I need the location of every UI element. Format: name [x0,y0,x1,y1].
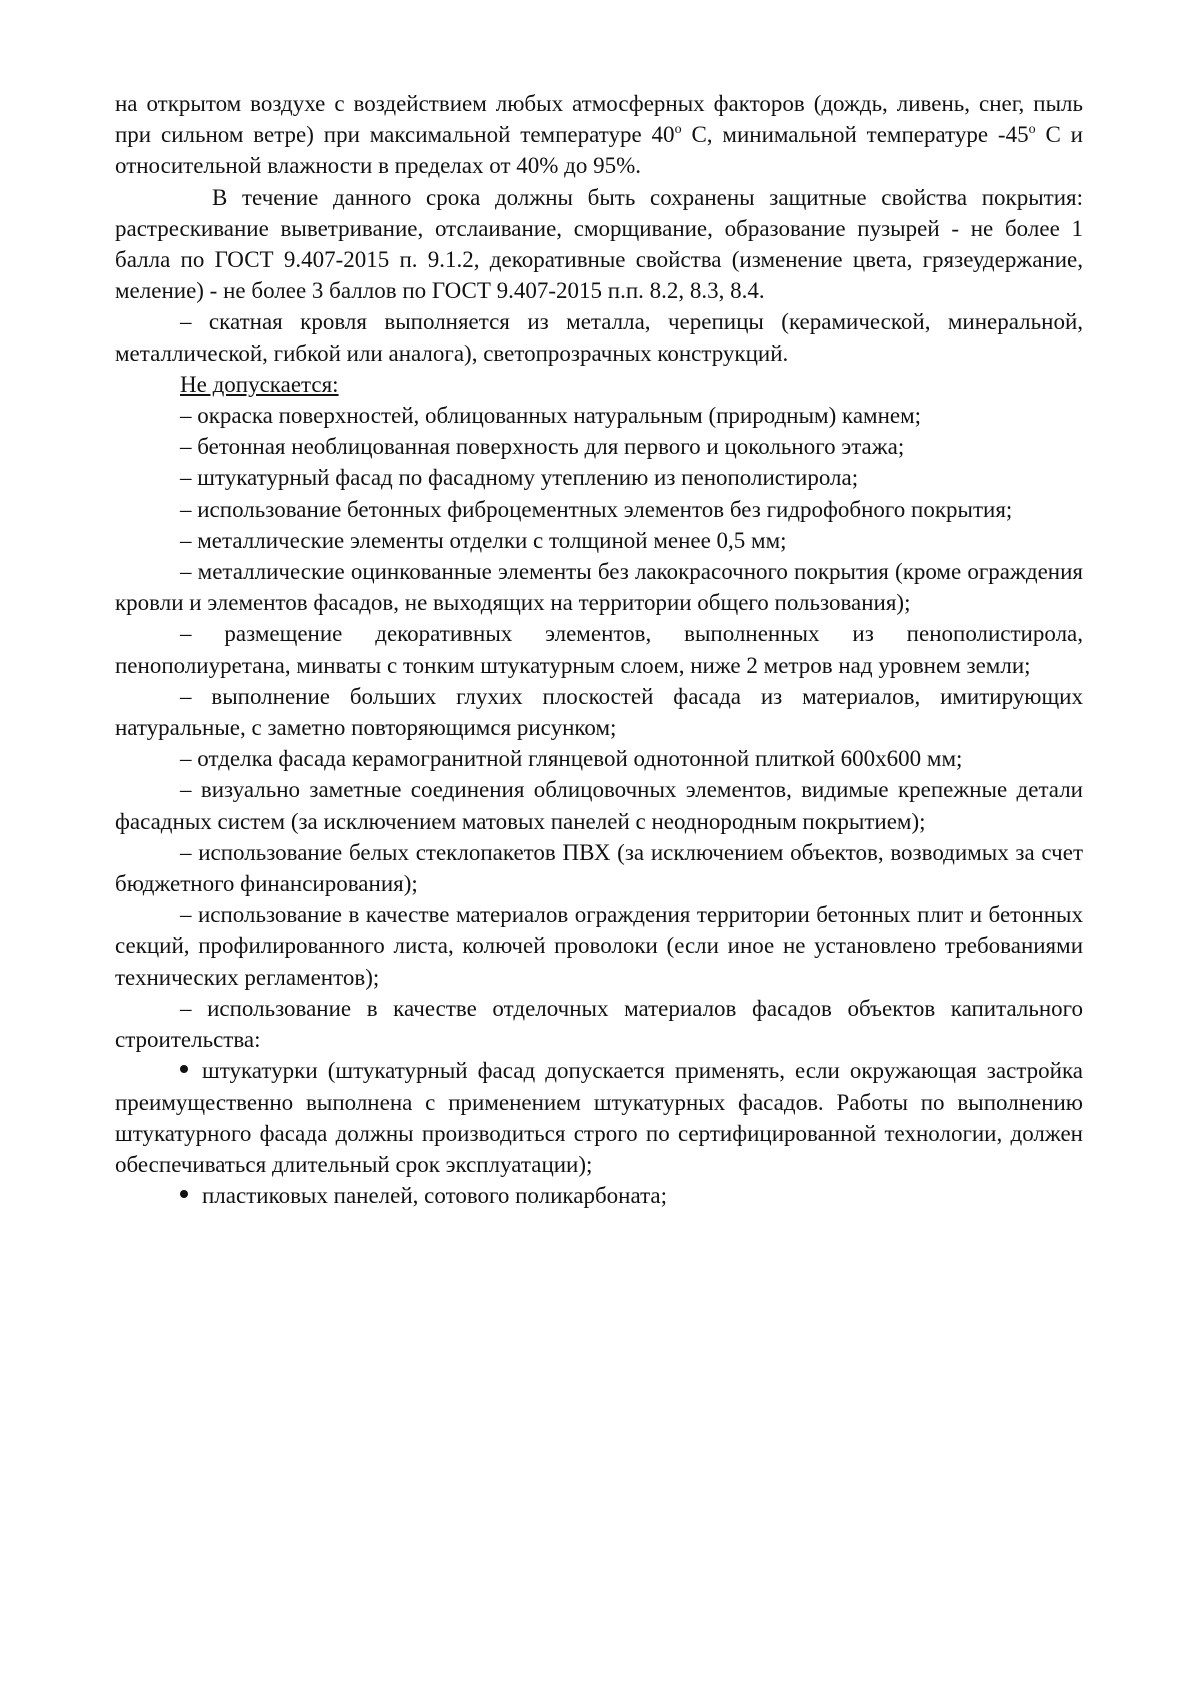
list-item: – визуально заметные соединения облицовочных элементов, видимые крепежные детали фасадных систем (за исключением матовых панелей с неоднородным покрытием); [115,777,1083,834]
list-item: – металлические оцинкованные элементы без лакокрасочного покрытия (кроме ограждения кровли и элементов фасадов, не выходящих на территории общего пользования); [115,559,1083,616]
list-item: – штукатурный фасад по фасадному утеплению из пенополистирола; [180,465,859,491]
paragraph-pitched-roof: – скатная кровля выполняется из металла, черепицы (керамической, минеральной, металлической, гибкой или аналога), светопрозрачных конструкций. [115,309,1083,366]
list-item: – отделка фасада керамогранитной глянцевой однотонной плиткой 600х600 мм; [180,746,963,772]
list-item: – использование в качестве отделочных материалов фасадов объектов капитального строительства: [115,995,1083,1053]
degree-sign: о [674,122,682,138]
list-item: – использование белых стеклопакетов ПВХ (за исключением объектов, возводимых за счет бюджетного финансирования); [115,839,1083,897]
paragraph-protective-properties: В течение данного срока должны быть сохранены защитные свойства покрытия: растрескивание выветривание, отслаивание, сморщивание, образование пузырей - не более 1 балла по ГОСТ 9.407-2015 п. 9.1.2, декоративные свойства (изменение цвета, грязеудержание, меление) - не более 3 баллов по ГОСТ 9.407-2015 п.п. 8.2, 8.3, 8.4. [115,184,1083,304]
list-item: – размещение декоративных элементов, выполненных из пенополистирола, пенополиуретана, минваты с тонким штукатурным слоем, ниже 2 метров над уровнем земли; [115,621,1083,678]
bullet-text: штукатурки (штукатурный фасад допускается применять, если окружающая застройка преимущественно выполнена с применением штукатурных фасадов. Работы по выполнению штукатурного фасада должны производиться строго по сертифицированной технологии, должен обеспечиваться длительный срок эксплуатации); [115,1058,1083,1177]
bullet-icon [180,1065,188,1073]
degree-sign: о [1028,122,1036,138]
list-item: – окраска поверхностей, облицованных натуральным (природным) камнем; [180,403,922,429]
list-item: – металлические элементы отделки с толщиной менее 0,5 мм; [180,527,787,553]
bullet-icon [180,1190,188,1198]
bullet-text: пластиковых панелей, сотового поликарбоната; [202,1183,668,1209]
list-item: – использование в качестве материалов ограждения территории бетонных плит и бетонных секций, профилированного листа, колючей проволоки (если иное не установлено требованиями технических регламентов); [115,902,1083,990]
heading-text: Не допускается: [180,371,339,397]
intro-text-part-3: С и относительной влажности в пределах от 40% до 95%. [115,122,1083,179]
list-item: – бетонная необлицованная поверхность для первого и цокольного этажа; [180,434,905,460]
section-heading-not-allowed [115,369,1083,400]
intro-text-part-1: на открытом воздухе с воздействием любых атмосферных факторов (дождь, ливень, снег, пыль при сильном ветре) при максимальной температуре 40 [115,91,1083,148]
bullet-item [115,1180,1083,1211]
list-item: – использование бетонных фиброцементных элементов без гидрофобного покрытия; [180,496,1013,522]
intro-text-part-2: С, минимальной температуре -45 [681,122,1029,148]
list-item: – выполнение больших глухих плоскостей фасада из материалов, имитирующих натуральные, с заметно повторяющимся рисунком; [115,683,1083,741]
document-page [115,88,1083,1211]
bullet-item [115,1055,1083,1180]
paragraph-intro [115,88,1083,182]
